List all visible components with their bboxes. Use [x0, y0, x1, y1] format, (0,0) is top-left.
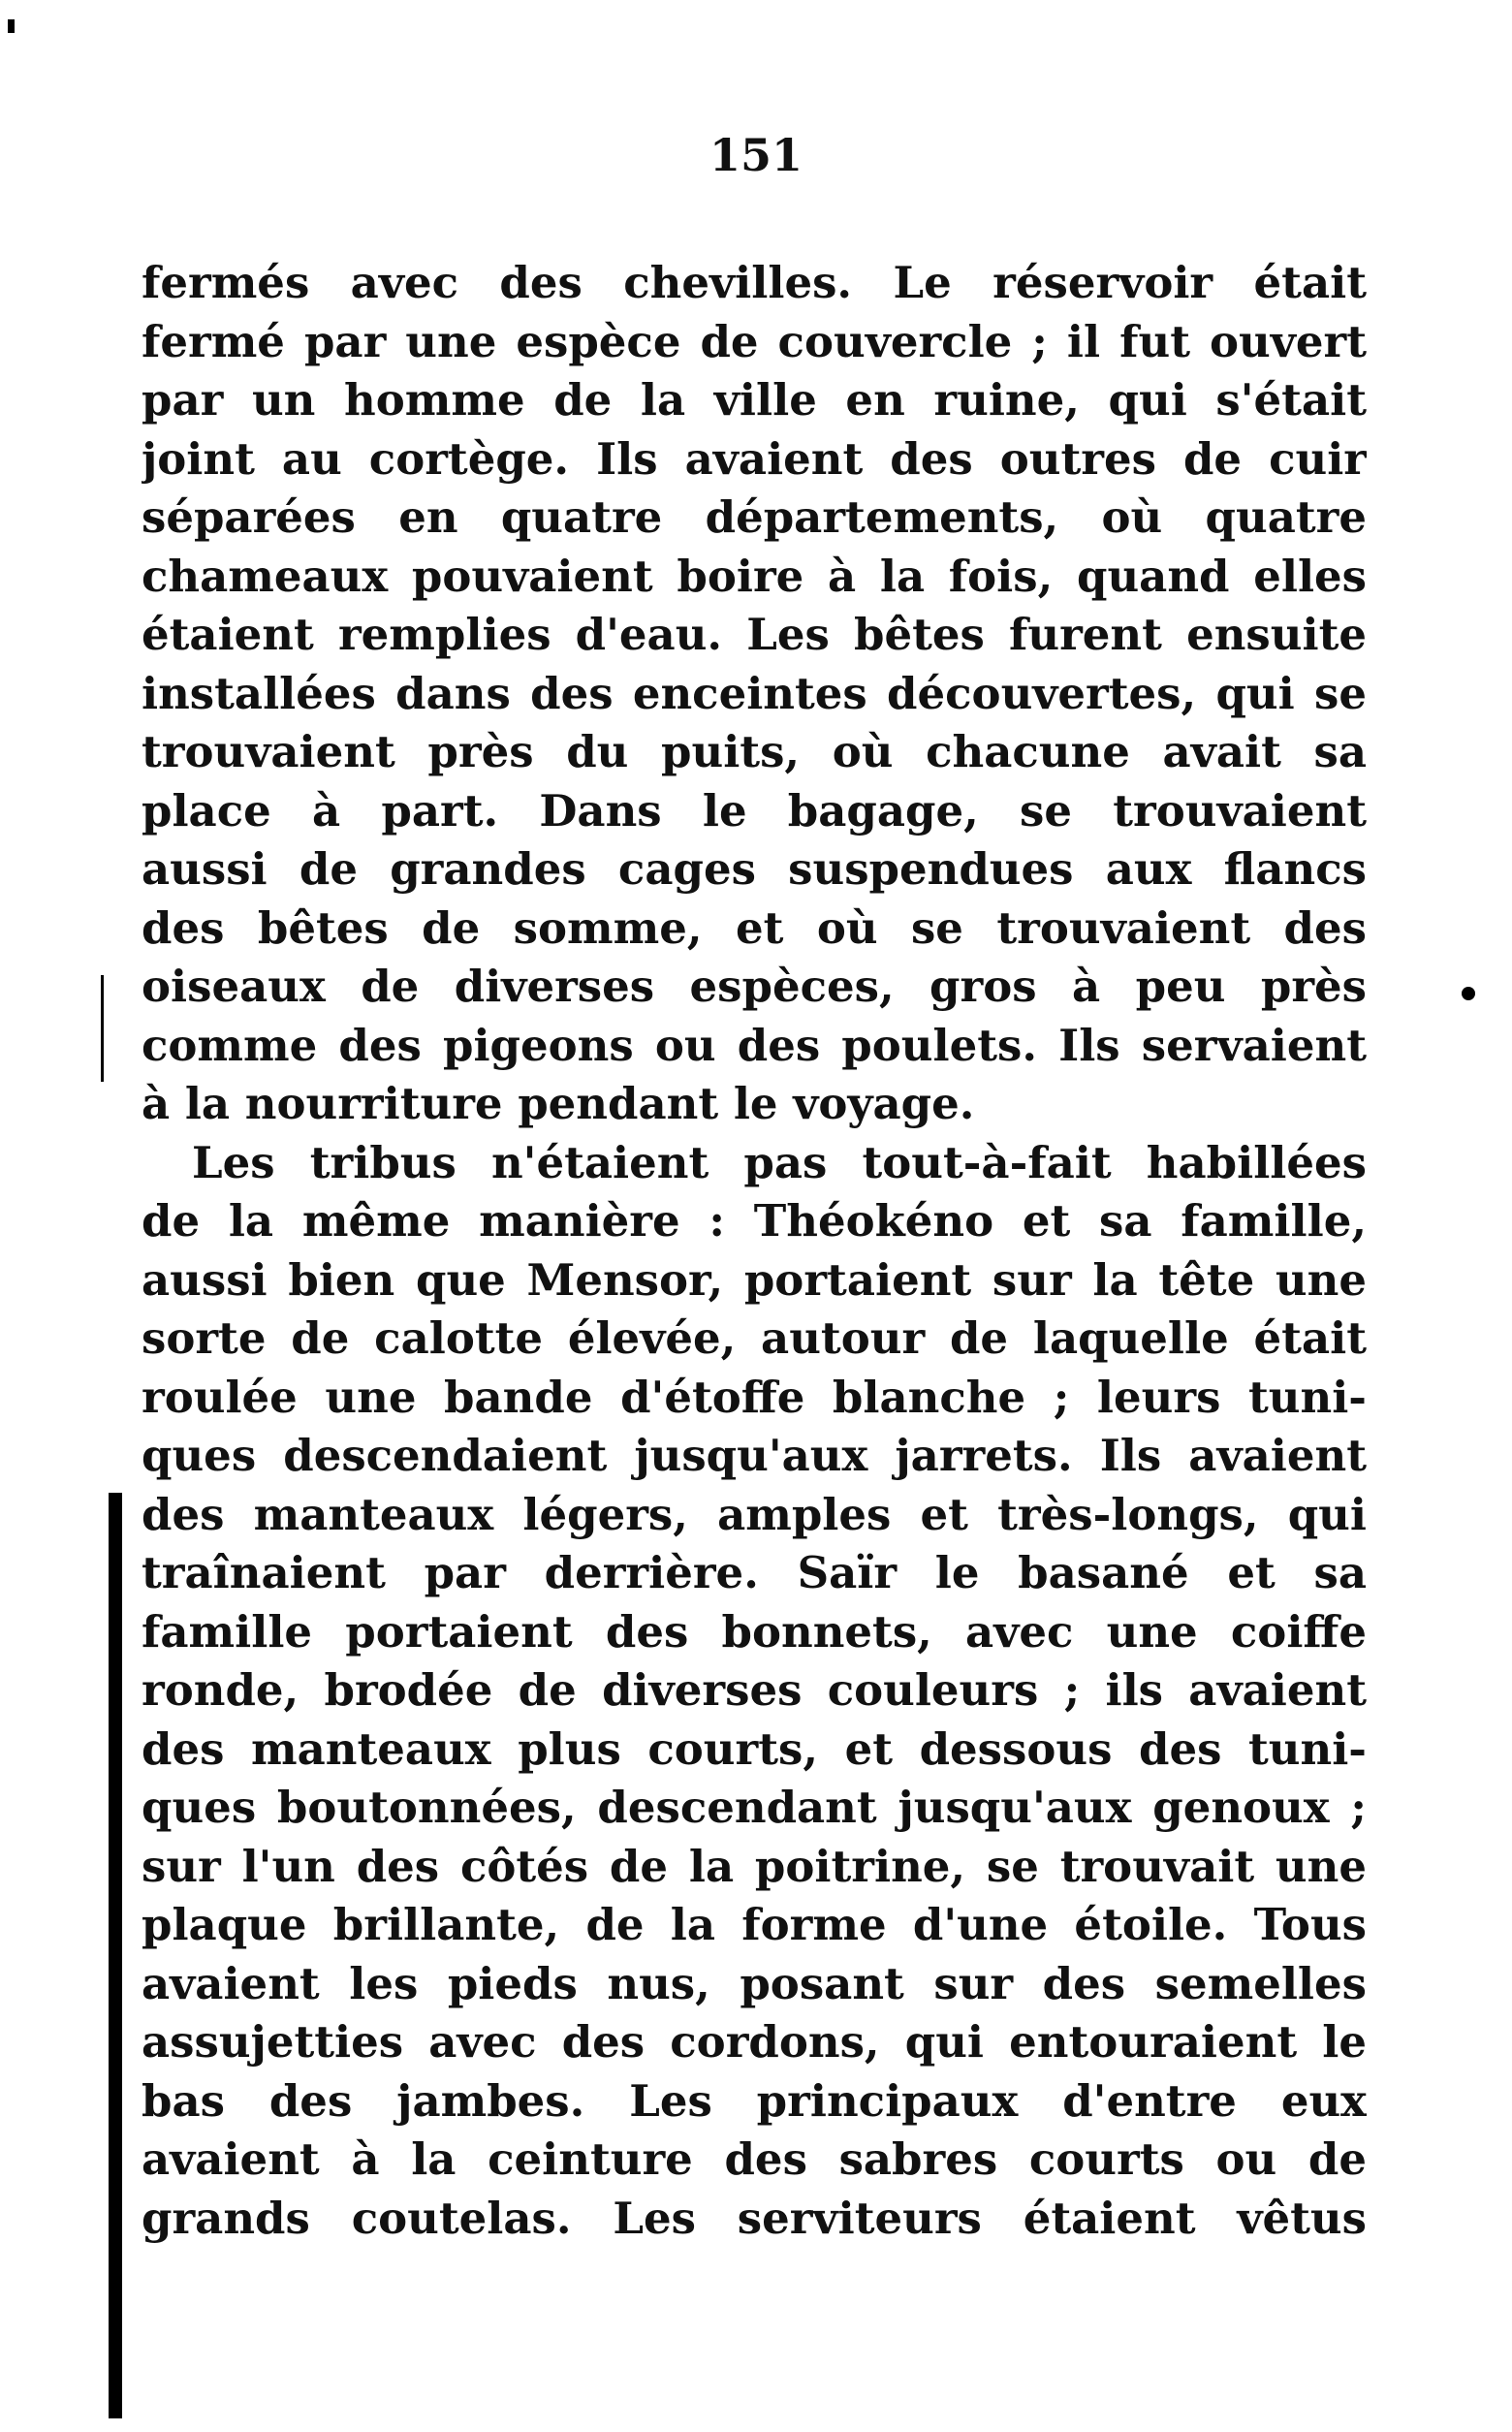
- text-line: installées dans des enceintes découvertes, qui se: [142, 667, 1367, 719]
- text-line: fermé par une espèce de couvercle ; il fut ouvert: [142, 315, 1367, 367]
- text-line: place à part. Dans le bagage, se trouvaient: [142, 784, 1367, 837]
- text-line: trouvaient près du puits, où chacune avait sa: [142, 726, 1367, 777]
- text-line: chameaux pouvaient boire à la fois, quand elles: [142, 550, 1367, 602]
- text-line: sorte de calotte élevée, autour de laquelle était: [142, 1312, 1367, 1364]
- text-line: comme des pigeons ou des poulets. Ils servaient: [142, 1019, 1367, 1071]
- text-line: oiseaux de diverses espèces, gros à peu près: [142, 961, 1367, 1012]
- text-line: Les tribus n'étaient pas tout-à-fait habillées: [192, 1136, 1367, 1188]
- text-line: à la nourriture pendant le voyage.: [142, 1078, 975, 1129]
- text-line: grands coutelas. Les serviteurs étaient vêtus: [142, 2192, 1367, 2244]
- text-line: aussi bien que Mensor, portaient sur la tête une: [142, 1253, 1367, 1306]
- text-line: ques descendaient jusqu'aux jarrets. Ils avaient: [142, 1430, 1367, 1481]
- margin-mark: [101, 975, 104, 1082]
- text-line: plaque brillante, de la forme d'une étoile. Tous: [142, 1899, 1367, 1950]
- body-text: [142, 254, 1367, 2248]
- text-line: séparées en quatre départements, où quatre: [142, 491, 1367, 543]
- text-line: fermés avec des chevilles. Le réservoir était: [142, 257, 1367, 308]
- text-line: famille portaient des bonnets, avec une coiffe: [142, 1605, 1367, 1658]
- scan-speck: [8, 19, 15, 33]
- text-line: des bêtes de somme, et où se trouvaient des: [142, 901, 1367, 954]
- text-line: assujetties avec des cordons, qui entouraient le: [142, 2016, 1367, 2068]
- scan-speck: [1462, 987, 1475, 1000]
- text-line: des manteaux légers, amples et très-longs, qui: [142, 1488, 1367, 1540]
- text-line: de la même manière : Théokéno et sa famille,: [142, 1195, 1367, 1247]
- margin-mark: [109, 1493, 122, 2418]
- text-line: avaient les pieds nus, posant sur des semelles: [142, 1957, 1367, 2009]
- text-line: ques boutonnées, descendant jusqu'aux genoux ;: [142, 1782, 1367, 1833]
- text-line: bas des jambes. Les principaux d'entre eux: [142, 2074, 1367, 2127]
- text-line: sur l'un des côtés de la poitrine, se trouvait une: [142, 1840, 1367, 1892]
- text-line: aussi de grandes cages suspendues aux flancs: [142, 843, 1367, 895]
- text-line: étaient remplies d'eau. Les bêtes furent ensuite: [142, 609, 1367, 660]
- text-line: avaient à la ceinture des sabres courts ou de: [142, 2133, 1367, 2185]
- text-line: des manteaux plus courts, et dessous des tuni-: [142, 1722, 1367, 1775]
- text-line: joint au cortège. Ils avaient des outres de cuir: [142, 432, 1367, 485]
- page-number: 151: [709, 129, 803, 181]
- text-line: ronde, brodée de diverses couleurs ; ils avaient: [142, 1664, 1367, 1716]
- text-line: traînaient par derrière. Saïr le basané et sa: [142, 1547, 1367, 1598]
- text-line: par un homme de la ville en ruine, qui s'était: [142, 374, 1367, 426]
- text-line: roulée une bande d'étoffe blanche ; leurs tuni-: [142, 1371, 1367, 1423]
